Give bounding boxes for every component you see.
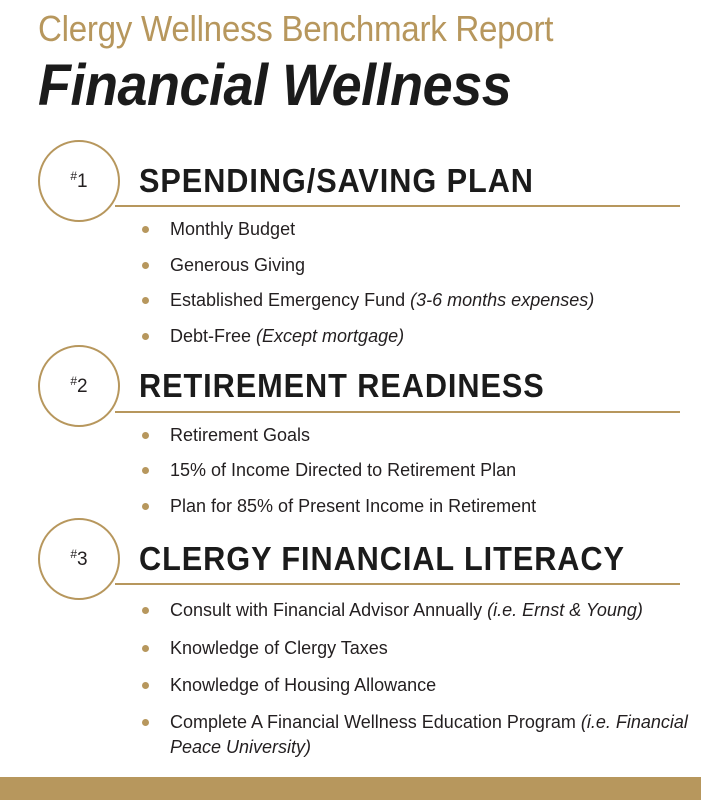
list-item [142, 710, 692, 760]
list-item [142, 324, 692, 349]
list-item-text: Knowledge of Clergy Taxes [170, 638, 388, 658]
list-item-text: Retirement Goals [170, 425, 311, 445]
list-item-text: Debt-Free [170, 326, 257, 346]
section-number-badge [38, 345, 120, 427]
list-item [142, 673, 692, 698]
list-item [142, 217, 692, 242]
bullet-icon [142, 503, 149, 510]
list-item-text: Generous Giving [170, 255, 306, 275]
badge-number: 1 [77, 171, 88, 192]
badge-hash: # [70, 547, 78, 561]
list-item [142, 598, 692, 623]
bullet-icon [142, 226, 149, 233]
list-item-text: Knowledge of Housing Allowance [170, 675, 437, 695]
bullet-icon [142, 719, 149, 726]
list-item [142, 458, 692, 483]
list-item-note: (Except mortgage) [256, 326, 405, 346]
badge-number: 2 [77, 376, 88, 397]
list-item [142, 288, 692, 313]
footer-bar [0, 777, 701, 800]
list-item-note: (3-6 months expenses) [410, 290, 595, 310]
section-divider [115, 411, 680, 413]
section-number-badge [38, 140, 120, 222]
list-item [142, 423, 692, 448]
list-item-text: 15% of Income Directed to Retirement Plan [170, 460, 517, 480]
list-item-text: Established Emergency Fund [170, 290, 411, 310]
section-title: SPENDING/SAVING PLAN [139, 162, 534, 199]
badge-hash: # [70, 169, 78, 183]
section-title: RETIREMENT READINESS [139, 367, 545, 404]
bullet-icon [142, 432, 149, 439]
section-number-badge [38, 518, 120, 600]
section-divider [115, 583, 680, 585]
section-title: CLERGY FINANCIAL LITERACY [139, 540, 625, 577]
bullet-icon [142, 467, 149, 474]
bullet-icon [142, 682, 149, 689]
badge-number: 3 [77, 549, 88, 570]
bullet-icon [142, 297, 149, 304]
list-item-note: (i.e. Financial Peace University) [170, 712, 688, 757]
list-item-text: Complete A Financial Wellness Education Program [170, 712, 581, 732]
list-item-text: Consult with Financial Advisor Annually [170, 600, 488, 620]
section-divider [115, 205, 680, 207]
list-item-note: (i.e. Ernst & Young) [487, 600, 643, 620]
bullet-icon [142, 607, 149, 614]
list-item-text: Monthly Budget [170, 219, 296, 239]
list-item [142, 494, 692, 519]
bullet-icon [142, 333, 149, 340]
list-item-text: Plan for 85% of Present Income in Retirement [170, 496, 537, 516]
page-title: Financial Wellness [38, 53, 512, 118]
bullet-icon [142, 262, 149, 269]
report-subtitle: Clergy Wellness Benchmark Report [38, 8, 554, 49]
list-item [142, 253, 692, 278]
list-item [142, 636, 692, 661]
bullet-icon [142, 645, 149, 652]
badge-hash: # [70, 374, 78, 388]
